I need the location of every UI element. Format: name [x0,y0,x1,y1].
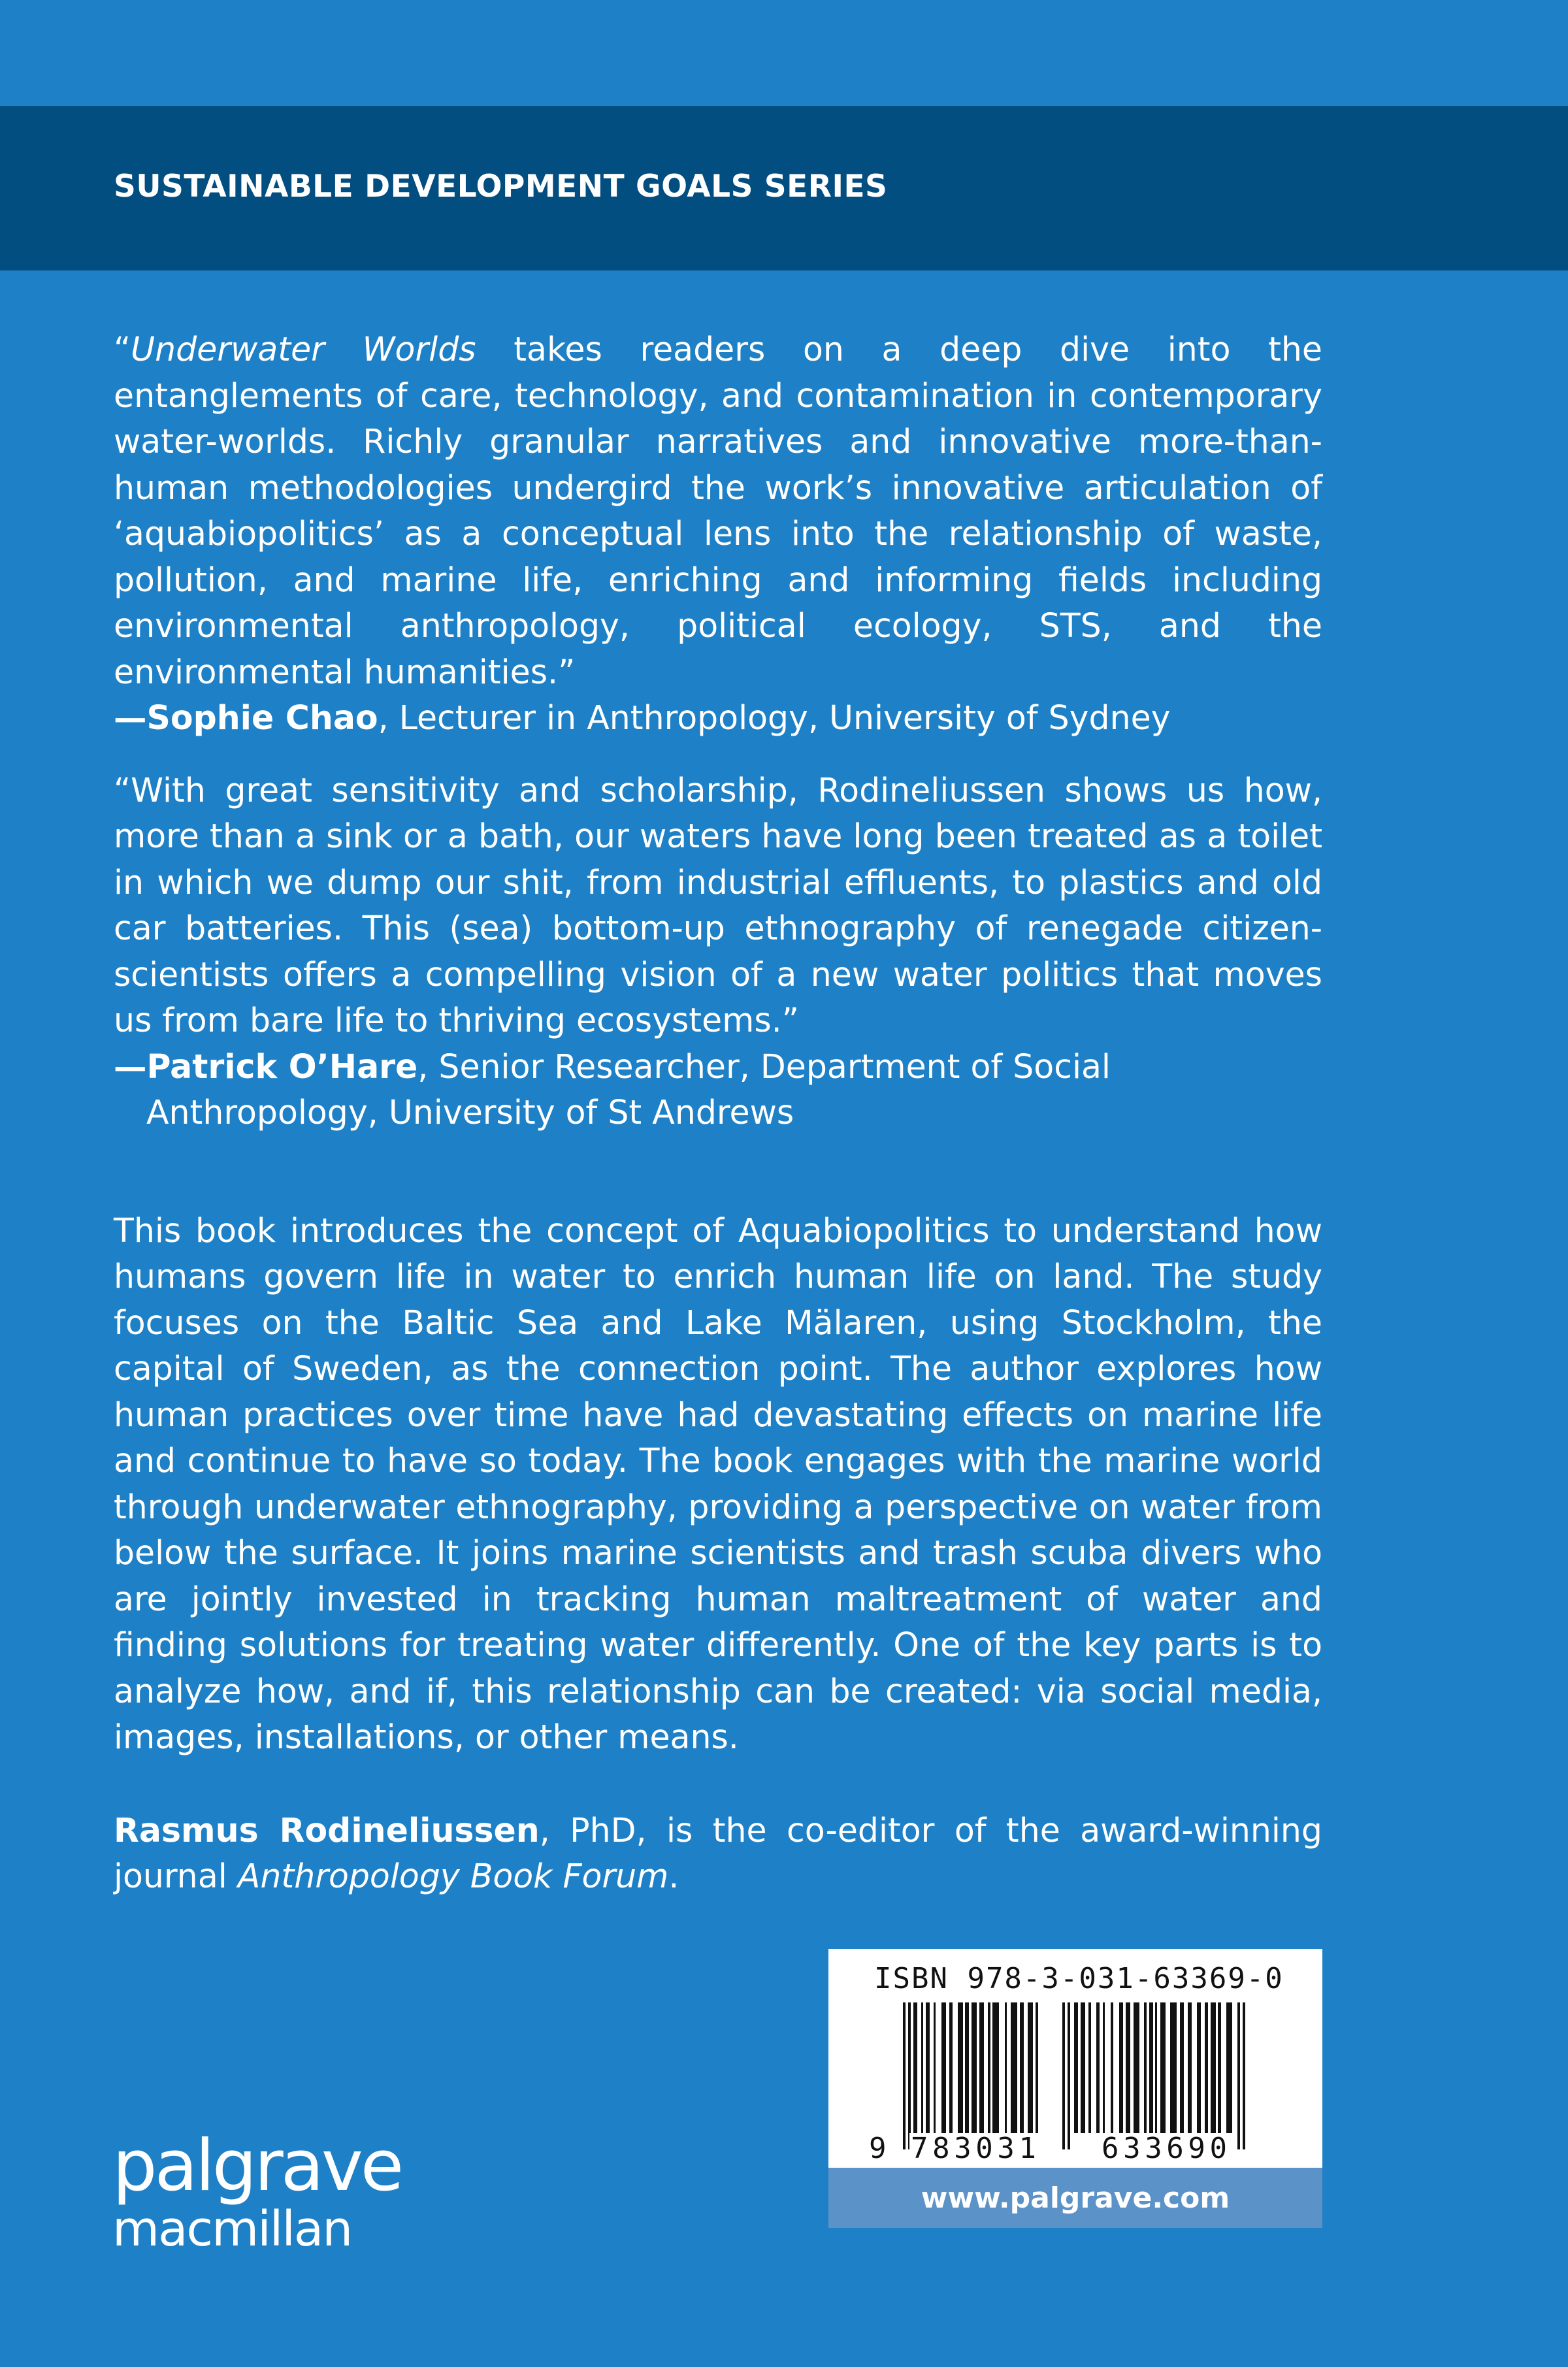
barcode-bar [1149,2002,1153,2133]
barcode-bar [1096,2002,1100,2133]
barcode-bar [1170,2002,1177,2133]
barcode-bar [1068,2002,1070,2149]
barcode-bar [1226,2002,1232,2133]
barcode-bar [1155,2002,1157,2133]
period: . [668,1857,679,1895]
barcode-bar [1011,2002,1017,2133]
endorsement-2: “With great sensitivity and scholarship, Rodineliussen shows us how, more than a sink or a bath, our waters have long been treated as a toilet in which we dump our shit, from industrial effluents, to plastics and old car batteries. This (sea) bottom-up ethnography of renegade citizen-scientists offers a compelling vision of a new water politics that moves us from bare life to thriving ecosystems.” [114,770,1322,1039]
barcode-bar [1144,2002,1147,2133]
barcode-digit-first: 9 [869,2132,887,2163]
barcode-bar [1062,2002,1065,2149]
endorsement-1 [114,327,1322,695]
endorser-name: Patrick O’Hare [146,1047,418,1086]
barcode-digits-left: 783031 [911,2132,1036,2163]
barcode-bar [1211,2002,1216,2133]
barcode-bar [1119,2002,1123,2133]
back-cover-text [114,327,1322,1900]
barcode-digits-right: 633690 [1102,2132,1227,2163]
endorser-affiliation: , Lecturer in Anthropology, University of Sydney [378,698,1171,737]
barcode-bar [1218,2002,1221,2133]
author-bio [114,1808,1322,1900]
barcode-bar [1088,2002,1091,2133]
barcode-bar [1103,2002,1105,2133]
endorsement-2-attribution [114,1044,1322,1136]
dash: — [114,1047,147,1086]
endorsement-1-text: takes readers on a deep dive into the entanglements of care, technology, and contamination in contemporary water-worlds. Richly granular narratives and innovative more-than-human methodologies undergird the work’s innovative articulation of ‘aquabiopolitics’ as a conceptual lens into the relationship of waste, pollution, and marine life, enriching and informing fields including environmental anthropology, political ecology, STS, and the environmental humanities.” [114,330,1323,691]
barcode-bar [1111,2002,1113,2133]
barcode-bar [1036,2002,1038,2133]
publisher-url: www.palgrave.com [828,2168,1322,2228]
author-name: Rasmus Rodineliussen [114,1810,540,1850]
quote-mark: “ [114,330,131,368]
journal-name: Anthropology Book Forum [237,1857,669,1895]
publisher-logo-macmillan: macmillan [112,2201,352,2257]
barcode-bar [972,2002,977,2133]
barcode-bar [1020,2002,1024,2133]
endorser-name: Sophie Chao [146,698,378,737]
barcode-bar [1160,2002,1166,2133]
series-title: SUSTAINABLE DEVELOPMENT GOALS SERIES [114,169,888,204]
publisher-logo-palgrave: palgrave [112,2125,402,2207]
barcode-bar [1188,2002,1192,2133]
book-title: Underwater Worlds [131,330,476,368]
barcode-bar [958,2002,963,2133]
barcode-bar [949,2002,953,2133]
barcode-bar [921,2002,923,2133]
endorsement-1-attribution [114,695,1322,742]
isbn-label: ISBN 978-3-031-63369-0 [874,1962,1284,1995]
barcode-bar [903,2002,906,2149]
barcode-bar [1081,2002,1085,2133]
book-description: This book introduces the concept of Aquabiopolitics to understand how humans govern life in water to enrich human life on land. The study focuses on the Baltic Sea and Lake Mälaren, using Stockholm, the capital of Sweden, as the connection point. The author explores how human practices over time have had devastating effects on marine life and continue to have so today. The book engages with the marine world through underwater ethnography, providing a perspective on water from below the surface. It joins marine scientists and trash scuba divers who are jointly invested in tracking human maltreatment of water and finding solutions for treating water differently. One of the key parts is to analyze how, and if, this relationship can be created: via social media, images, installations, or other means. [114,1211,1322,1756]
barcode-bar [941,2002,946,2133]
barcode-bar [1126,2002,1130,2133]
author-bio-text: , PhD, is the co-editor of the award-winning journal [114,1810,1322,1895]
barcode-bar [908,2002,911,2149]
barcode-bar [988,2002,990,2133]
barcode-bar [934,2002,936,2133]
barcode-bar [965,2002,969,2133]
barcode-bar [979,2002,984,2133]
barcode-bar [1074,2002,1078,2133]
barcode-bar [1205,2002,1208,2133]
barcode-bar [926,2002,930,2133]
barcode-bar [1028,2002,1033,2133]
barcode-bar [1197,2002,1201,2133]
barcode-bar [1180,2002,1184,2133]
barcode-bar [1134,2002,1139,2133]
isbn-barcode [828,1949,1322,2168]
barcode-bars [855,2002,1299,2163]
endorser-affiliation: , Senior Researcher, Department of Social Anthropology, University of St Andrews [146,1047,1111,1132]
dash: — [114,698,147,737]
barcode-bar [1237,2002,1240,2149]
barcode-bar [992,2002,999,2133]
barcode-bar [913,2002,917,2133]
barcode-bar [1243,2002,1245,2149]
barcode-bar [1005,2002,1007,2133]
